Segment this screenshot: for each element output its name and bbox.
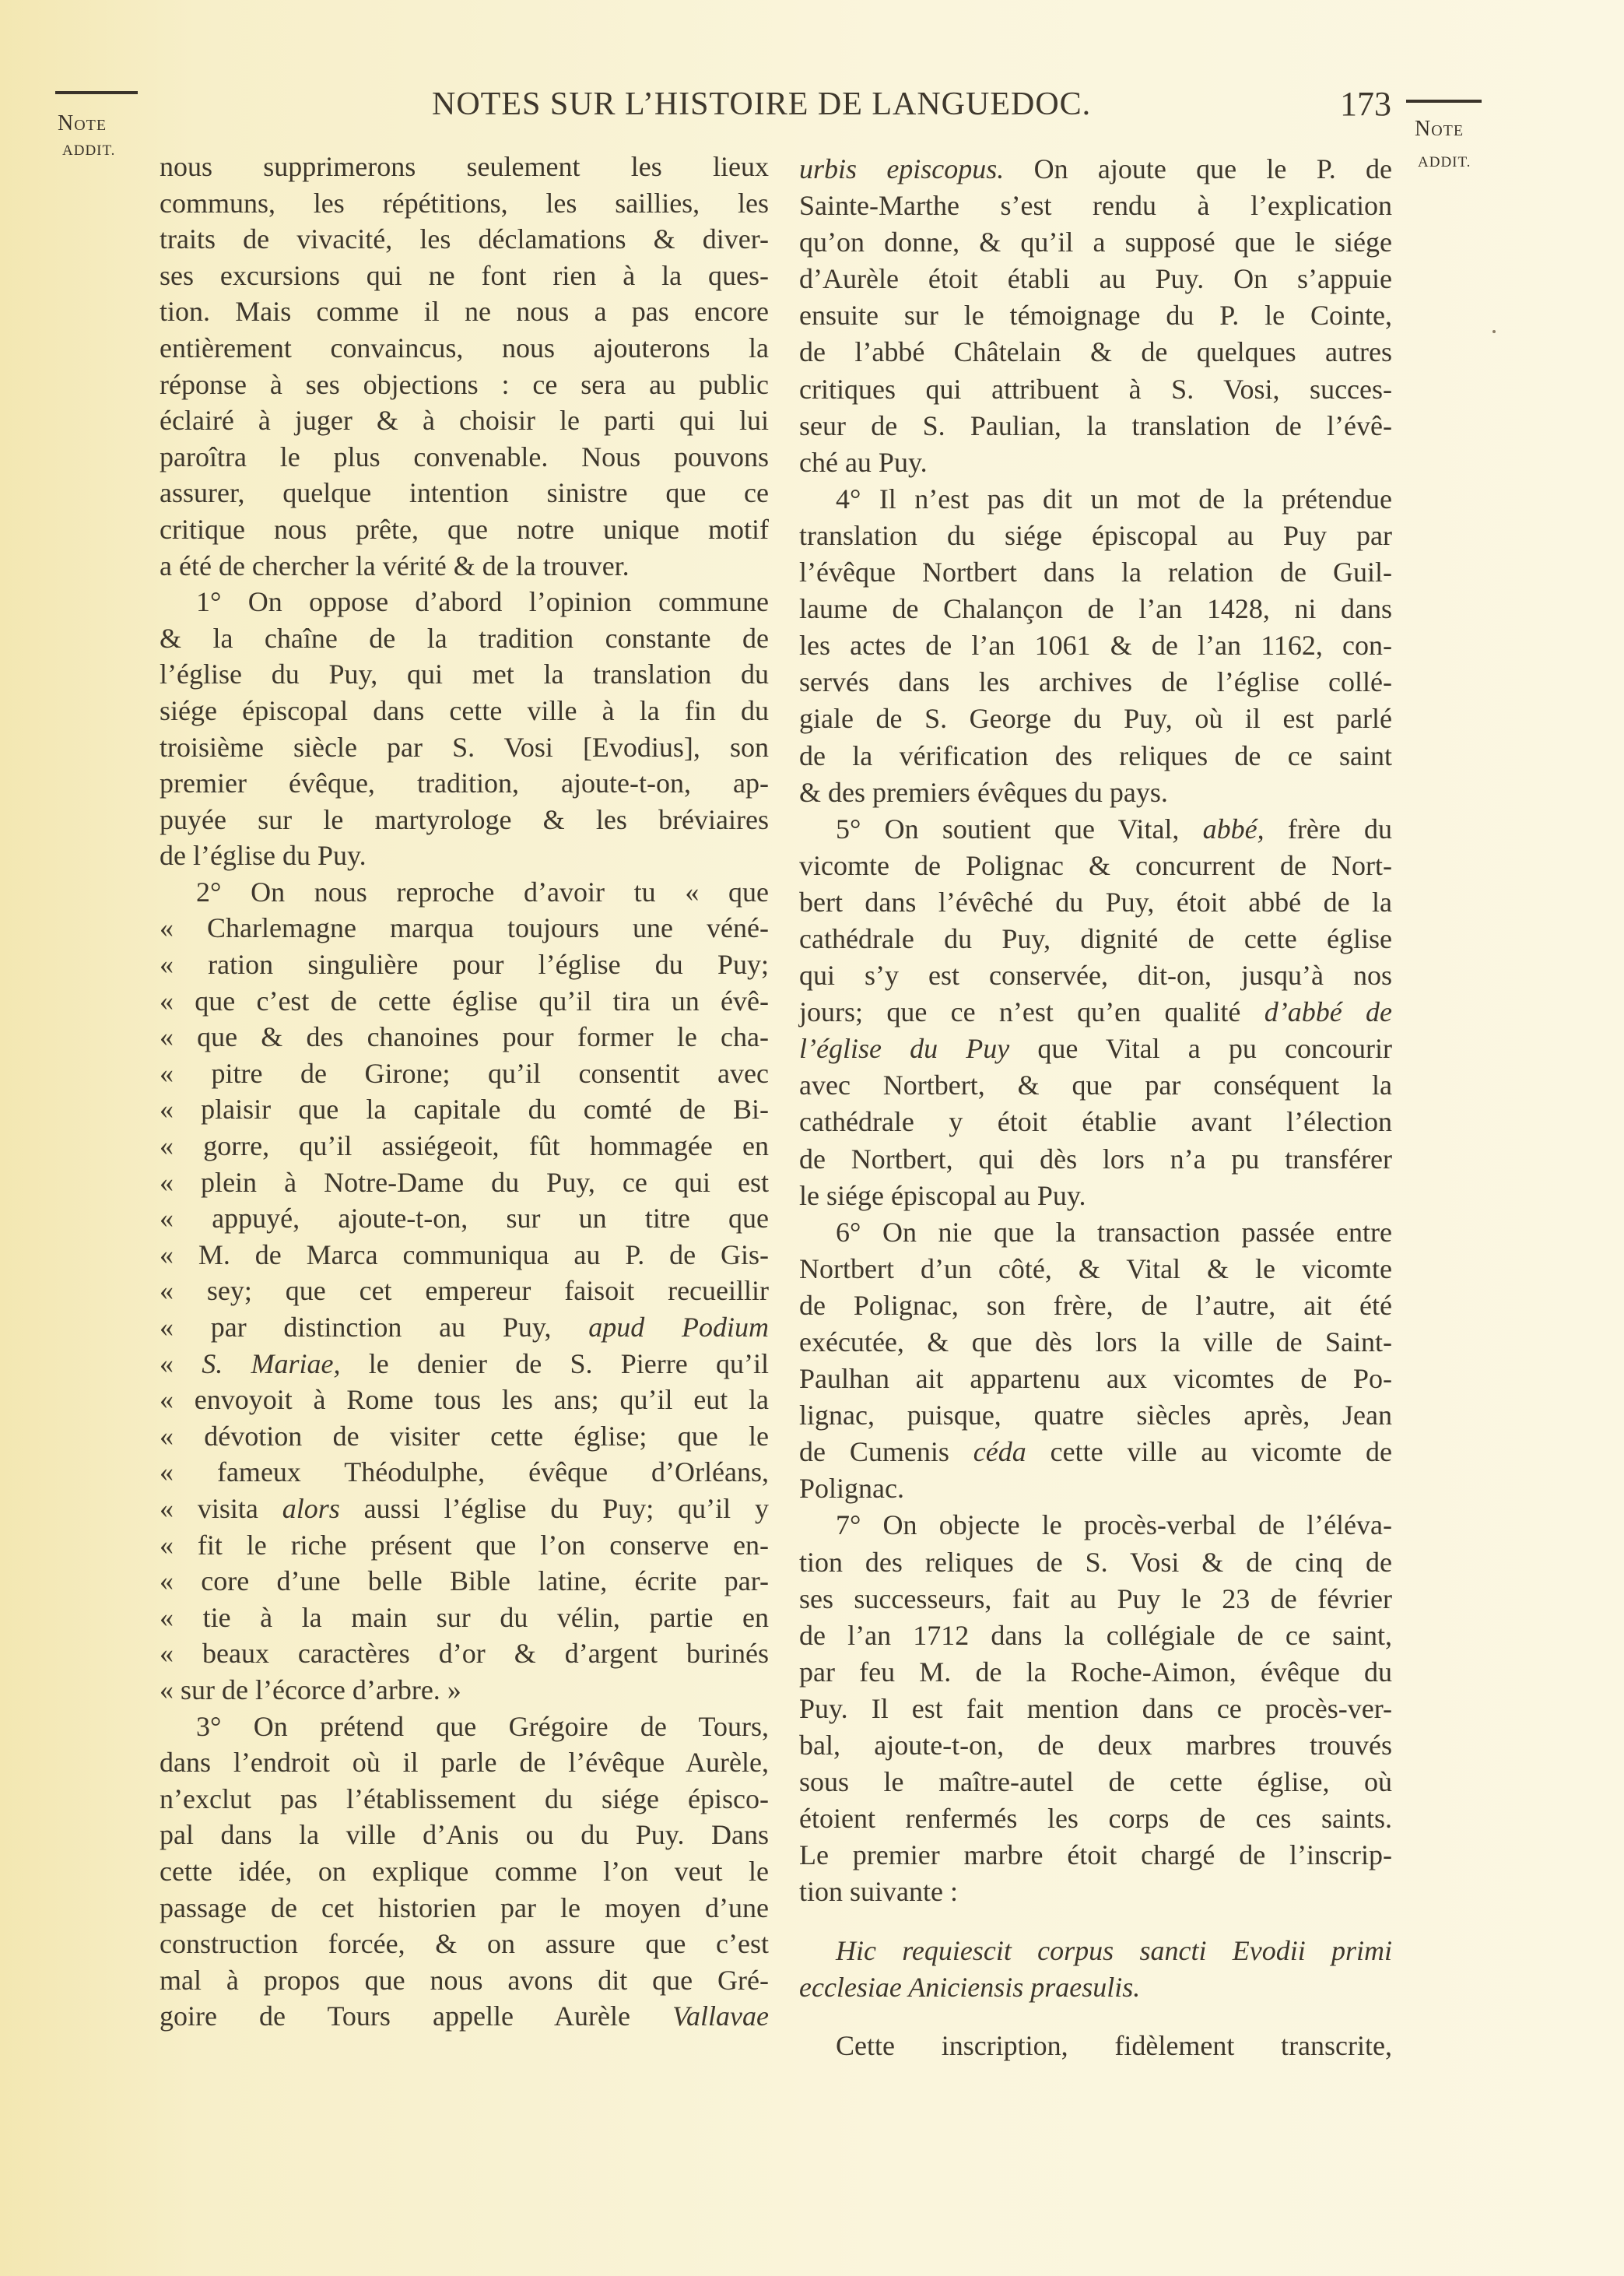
margin-note-addit-left: ADDIT.	[62, 142, 116, 159]
text-segment: « pitre de Girone; qu’il consentit avec	[160, 1057, 769, 1089]
text-segment: le siége épiscopal au Puy.	[799, 1179, 1086, 1211]
text-line	[799, 1691, 1392, 1727]
text-line	[799, 1324, 1392, 1361]
text-segment: « appuyé, ajoute-t-on, sur un titre que	[160, 1203, 769, 1235]
text-segment: Puy. Il est fait mention dans ce procès-ver-	[799, 1692, 1392, 1724]
text-line	[160, 729, 769, 766]
text-segment: de l’abbé Châtelain & de quelques autres	[799, 336, 1392, 368]
text-segment: « par distinction au Puy,	[160, 1312, 589, 1343]
text-line	[160, 1527, 769, 1564]
text-segment: giale de S. George du Puy, où il est parlé	[799, 703, 1392, 735]
text-line	[799, 1361, 1392, 1397]
italic-text: apud Podium	[588, 1312, 769, 1343]
left-text-column	[160, 149, 769, 2035]
text-line	[799, 1141, 1392, 1178]
paragraph	[160, 584, 769, 874]
text-line	[799, 444, 1392, 481]
text-segment: 7° On objecte le procès-verbal de l’éléva-	[836, 1509, 1392, 1541]
text-segment: 4° Il n’est pas dit un mot de la prétendue	[836, 483, 1392, 515]
text-segment: frère du	[1264, 813, 1393, 845]
paragraph	[799, 1507, 1392, 1910]
text-segment: « fameux Théodulphe, évêque d’Orléans,	[160, 1456, 769, 1488]
text-segment: assurer, quelque intention sinistre que ce	[160, 477, 769, 509]
text-line	[160, 221, 769, 258]
text-line	[160, 802, 769, 838]
right-text-column	[799, 151, 1392, 2064]
text-line	[160, 1382, 769, 1418]
text-segment: nous supprimerons seulement les lieux	[160, 151, 769, 182]
margin-note-addit-right: ADDIT.	[1418, 154, 1471, 170]
text-line	[160, 947, 769, 983]
text-segment: « visita	[160, 1492, 282, 1524]
italic-text: ecclesiae Aniciensis praesulis.	[799, 1971, 1141, 2003]
text-line	[160, 149, 769, 185]
text-segment: entièrement convaincus, nous ajouterons la	[160, 332, 769, 364]
text-line	[160, 1237, 769, 1273]
text-segment: « envoyoit à Rome tous les ans; qu’il eut la	[160, 1384, 769, 1416]
text-segment: critique nous prête, que notre unique motif	[160, 513, 769, 545]
paragraph	[160, 874, 769, 1709]
text-segment: de l’église du Puy.	[160, 840, 367, 872]
text-line	[799, 1287, 1392, 1324]
text-line	[799, 1837, 1392, 1874]
text-line	[799, 701, 1392, 737]
text-line	[799, 848, 1392, 884]
text-segment: de la vérification des reliques de ce saint	[799, 739, 1392, 771]
text-line	[160, 330, 769, 367]
text-line	[799, 1933, 1392, 1969]
text-segment: vicomte de Polignac & concurrent de Nort-	[799, 849, 1392, 881]
text-segment: ses successeurs, fait au Puy le 23 de février	[799, 1582, 1392, 1614]
text-line	[160, 1672, 769, 1709]
text-line	[160, 1926, 769, 1962]
text-line	[799, 261, 1392, 297]
text-line	[799, 1031, 1392, 1067]
text-line	[799, 1874, 1392, 1910]
text-segment: 5° On soutient que Vital,	[836, 813, 1203, 845]
text-segment: lignac, puisque, quatre siècles après, Jean	[799, 1400, 1392, 1431]
text-line	[160, 765, 769, 802]
text-segment: avec Nortbert, & que par conséquent la	[799, 1070, 1392, 1101]
text-line	[799, 1434, 1392, 1470]
text-segment: « dévotion de visiter cette église; que le	[160, 1420, 769, 1452]
text-segment: « M. de Marca communiqua au P. de Gis-	[160, 1238, 769, 1270]
text-line	[799, 957, 1392, 994]
text-line	[799, 297, 1392, 334]
text-line	[799, 371, 1392, 408]
text-segment: « sur de l’écorce d’arbre. »	[160, 1674, 461, 1705]
text-segment: premier évêque, tradition, ajoute-t-on, ap-	[160, 767, 769, 799]
text-line	[160, 258, 769, 294]
text-line	[799, 738, 1392, 774]
text-segment: siége épiscopal dans cette ville à la fin du	[160, 694, 769, 726]
text-line	[799, 884, 1392, 921]
text-segment: Cette inscription, fidèlement transcrite,	[836, 2029, 1392, 2061]
italic-text: abbé,	[1202, 813, 1264, 845]
text-line	[799, 2028, 1392, 2064]
text-line	[160, 1890, 769, 1927]
text-segment: Paulhan ait appartenu aux vicomtes de Po-	[799, 1363, 1392, 1395]
text-segment: communs, les répétitions, les saillies, les	[160, 187, 769, 219]
text-segment: cette ville au vicomte de	[1026, 1436, 1393, 1468]
text-segment: de Polignac, son frère, de l’autre, ait été	[799, 1289, 1392, 1321]
text-line	[799, 1969, 1392, 2006]
text-line	[799, 1654, 1392, 1691]
italic-text: d’abbé de	[1264, 996, 1392, 1028]
text-line	[799, 481, 1392, 518]
text-segment: Le premier marbre étoit chargé de l’inscrip-	[799, 1839, 1392, 1871]
text-line	[799, 774, 1392, 811]
text-segment: qu’on donne, & qu’il a supposé que le siége	[799, 227, 1392, 258]
text-segment: Sainte-Marthe s’est rendu à l’explication	[799, 190, 1392, 222]
text-line	[799, 188, 1392, 224]
paragraph	[799, 2028, 1392, 2064]
paper-speck	[1492, 330, 1496, 333]
text-line	[799, 518, 1392, 554]
text-line	[160, 693, 769, 729]
text-segment: exécutée, & que dès lors la ville de Saint-	[799, 1326, 1392, 1358]
text-segment: aussi l’église du Puy; qu’il y	[339, 1492, 769, 1524]
text-line	[160, 1962, 769, 1999]
text-segment: qui s’y est conservée, dit-on, jusqu’à nos	[799, 960, 1392, 992]
paragraph	[160, 1709, 769, 2035]
text-line	[160, 1273, 769, 1309]
text-line	[160, 548, 769, 585]
text-segment: l’évêque Nortbert dans la relation de Guil-	[799, 557, 1392, 588]
text-line	[160, 910, 769, 947]
text-line	[160, 402, 769, 439]
text-segment: « plein à Notre-Dame du Puy, ce qui est	[160, 1166, 769, 1198]
text-segment: puyée sur le martyrologe & les bréviaires	[160, 803, 769, 835]
text-line	[799, 1470, 1392, 1507]
text-line	[799, 1544, 1392, 1581]
text-segment: critiques qui attribuent à S. Vosi, succes-	[799, 373, 1392, 405]
text-segment: bert dans l’évêché du Puy, étoit abbé de la	[799, 886, 1392, 918]
text-line	[160, 511, 769, 548]
text-segment: a été de chercher la vérité & de la trouver.	[160, 550, 630, 581]
text-line	[160, 1709, 769, 1745]
paragraph	[799, 481, 1392, 811]
text-segment: « plaisir que la capitale du comté de Bi-	[160, 1094, 769, 1126]
paragraph	[799, 151, 1392, 481]
text-segment: « sey; que cet empereur faisoit recueillir	[160, 1275, 769, 1307]
italic-text: Hic requiescit corpus sancti Evodii primi	[836, 1934, 1392, 1966]
text-line	[160, 656, 769, 693]
text-segment: le denier de S. Pierre qu’il	[340, 1347, 769, 1379]
text-segment: Polignac.	[799, 1473, 904, 1505]
page-number: 173	[1340, 85, 1391, 123]
text-segment: & la chaîne de la tradition constante de	[160, 622, 769, 654]
text-segment: d’Aurèle étoit établi au Puy. On s’appuie	[799, 263, 1392, 295]
text-segment: Nortbert d’un côté, & Vital & le vicomte	[799, 1252, 1392, 1284]
text-line	[160, 1600, 769, 1636]
text-line	[160, 1491, 769, 1527]
text-segment: réponse à ses objections : ce sera au public	[160, 368, 769, 400]
margin-rule-right	[1406, 100, 1482, 103]
italic-text: S. Mariae,	[202, 1347, 341, 1379]
paragraph	[799, 811, 1392, 1214]
text-segment: de Cumenis	[799, 1436, 973, 1468]
text-line	[160, 1744, 769, 1781]
text-line	[799, 1617, 1392, 1654]
italic-text: l’église du Puy	[799, 1033, 1010, 1065]
text-line	[160, 1346, 769, 1382]
text-segment: « core d’une belle Bible latine, écrite par-	[160, 1565, 769, 1597]
text-line	[160, 1200, 769, 1237]
text-line	[160, 1309, 769, 1346]
text-segment: 1° On oppose d’abord l’opinion commune	[196, 586, 769, 618]
text-line	[799, 334, 1392, 371]
text-line	[160, 475, 769, 511]
paragraph	[160, 149, 769, 584]
text-segment: éclairé à juger & à choisir le parti qui lui	[160, 405, 769, 437]
margin-note-label-right: Note	[1415, 117, 1464, 141]
text-segment: construction forcée, & on assure que c’est	[160, 1928, 769, 1960]
text-line	[160, 1563, 769, 1600]
text-line	[160, 1635, 769, 1672]
text-line	[799, 921, 1392, 957]
text-segment: 3° On prétend que Grégoire de Tours,	[196, 1710, 769, 1742]
text-line	[799, 1214, 1392, 1251]
text-line	[799, 1507, 1392, 1544]
text-line	[799, 1727, 1392, 1764]
text-segment: cathédrale du Puy, dignité de cette église	[799, 922, 1392, 954]
text-segment: troisième siècle par S. Vosi [Evodius], son	[160, 731, 769, 763]
text-segment: mal à propos que nous avons dit que Gré-	[160, 1964, 769, 1996]
text-segment: paroîtra le plus convenable. Nous pouvons	[160, 441, 769, 472]
text-segment: de Nortbert, qui dès lors n’a pu transférer	[799, 1143, 1392, 1175]
text-line	[799, 151, 1392, 188]
italic-text: alors	[282, 1492, 340, 1524]
text-line	[799, 1800, 1392, 1837]
text-line	[160, 1781, 769, 1818]
text-segment: servés dans les archives de l’église collé-	[799, 666, 1392, 698]
text-line	[799, 224, 1392, 261]
text-segment: On ajoute que le P. de	[1004, 153, 1392, 184]
text-segment: tion. Mais comme il ne nous a pas encore	[160, 296, 769, 328]
text-segment: 6° On nie que la transaction passée entre	[836, 1216, 1392, 1248]
text-segment: «	[160, 1347, 202, 1379]
text-segment: « ration singulière pour l’église du Puy;	[160, 949, 769, 981]
text-line	[799, 811, 1392, 848]
text-line	[799, 1764, 1392, 1800]
text-line	[160, 367, 769, 403]
text-line	[799, 627, 1392, 664]
text-segment: passage de cet historien par le moyen d’une	[160, 1891, 769, 1923]
text-line	[799, 664, 1392, 701]
text-segment: pal dans la ville d’Anis ou du Puy. Dans	[160, 1819, 769, 1851]
text-segment: cathédrale y étoit établie avant l’élection	[799, 1106, 1392, 1138]
text-segment: laume de Chalançon de l’an 1428, ni dans	[799, 593, 1392, 625]
text-segment: « que c’est de cette église qu’il tira un évê-	[160, 985, 769, 1017]
text-segment: traits de vivacité, les déclamations & diver-	[160, 223, 769, 255]
text-line	[160, 185, 769, 222]
text-line	[799, 1104, 1392, 1140]
text-line	[160, 439, 769, 476]
text-segment: « fit le riche présent que l’on conserve en-	[160, 1529, 769, 1561]
text-line	[799, 554, 1392, 591]
text-line	[799, 994, 1392, 1031]
text-segment: bal, ajoute-t-on, de deux marbres trouvés	[799, 1730, 1392, 1761]
text-segment: « beaux caractères d’or & d’argent burinés	[160, 1638, 769, 1670]
text-segment: les actes de l’an 1061 & de l’an 1162, con-	[799, 630, 1392, 662]
text-segment: jours; que ce n’est qu’en qualité	[799, 996, 1264, 1028]
text-segment: « que & des chanoines pour former le cha-	[160, 1021, 769, 1053]
running-head: NOTES SUR L’HISTOIRE DE LANGUEDOC.	[432, 86, 1092, 122]
text-line	[160, 1091, 769, 1128]
text-segment: sous le maître-autel de cette église, où	[799, 1766, 1392, 1798]
text-line	[799, 408, 1392, 444]
text-line	[160, 1817, 769, 1853]
text-segment: « Charlemagne marqua toujours une véné-	[160, 912, 769, 944]
text-segment: ses excursions qui ne font rien à la ques-	[160, 259, 769, 291]
block-quote	[799, 1933, 1392, 2006]
text-line	[160, 874, 769, 911]
text-line	[799, 1397, 1392, 1434]
text-segment: que Vital a pu concourir	[1009, 1033, 1392, 1065]
text-segment: l’église du Puy, qui met la translation du	[160, 659, 769, 690]
text-segment: translation du siége épiscopal au Puy par	[799, 519, 1392, 551]
text-line	[160, 838, 769, 874]
text-line	[799, 1581, 1392, 1617]
text-line	[160, 293, 769, 330]
text-segment: ché au Puy.	[799, 446, 928, 478]
text-line	[799, 591, 1392, 627]
text-line	[799, 1251, 1392, 1287]
italic-text: Vallavae	[672, 2000, 769, 2032]
text-line	[160, 1454, 769, 1491]
text-segment: dans l’endroit où il parle de l’évêque Aurèle,	[160, 1747, 769, 1779]
text-segment: 2° On nous reproche d’avoir tu « que	[196, 876, 769, 908]
text-line	[799, 1178, 1392, 1214]
text-line	[160, 1164, 769, 1201]
italic-text: urbis episcopus.	[799, 153, 1005, 184]
text-segment: étoient renfermés les corps de ces saints.	[799, 1803, 1392, 1835]
margin-rule-left	[55, 91, 138, 94]
text-line	[160, 1853, 769, 1890]
text-segment: n’exclut pas l’établissement du siége épisco-	[160, 1783, 769, 1814]
text-line	[160, 983, 769, 1020]
text-line	[160, 1998, 769, 2035]
text-line	[160, 1418, 769, 1455]
text-segment: cette idée, on explique comme l’on veut le	[160, 1855, 769, 1887]
text-segment: « gorre, qu’il assiégeoit, fût hommagée en	[160, 1130, 769, 1162]
text-segment: par feu M. de la Roche-Aimon, évêque du	[799, 1656, 1392, 1688]
text-line	[160, 620, 769, 657]
text-segment: & des premiers évêques du pays.	[799, 776, 1168, 808]
italic-text: céda	[973, 1436, 1026, 1468]
text-segment: de l’an 1712 dans la collégiale de ce saint,	[799, 1619, 1392, 1651]
text-line	[160, 584, 769, 620]
paragraph	[799, 1214, 1392, 1508]
text-line	[799, 1067, 1392, 1104]
text-segment: seur de S. Paulian, la translation de l’évê-	[799, 409, 1392, 441]
text-line	[160, 1128, 769, 1164]
text-segment: tion des reliques de S. Vosi & de cinq de	[799, 1546, 1392, 1578]
text-segment: ensuite sur le témoignage du P. le Cointe,	[799, 300, 1392, 332]
text-line	[160, 1055, 769, 1092]
text-segment: goire de Tours appelle Aurèle	[160, 2000, 673, 2032]
text-segment: tion suivante :	[799, 1876, 958, 1908]
margin-note-label-left: Note	[58, 111, 107, 135]
text-line	[160, 1019, 769, 1055]
text-segment: « tie à la main sur du vélin, partie en	[160, 1601, 769, 1633]
